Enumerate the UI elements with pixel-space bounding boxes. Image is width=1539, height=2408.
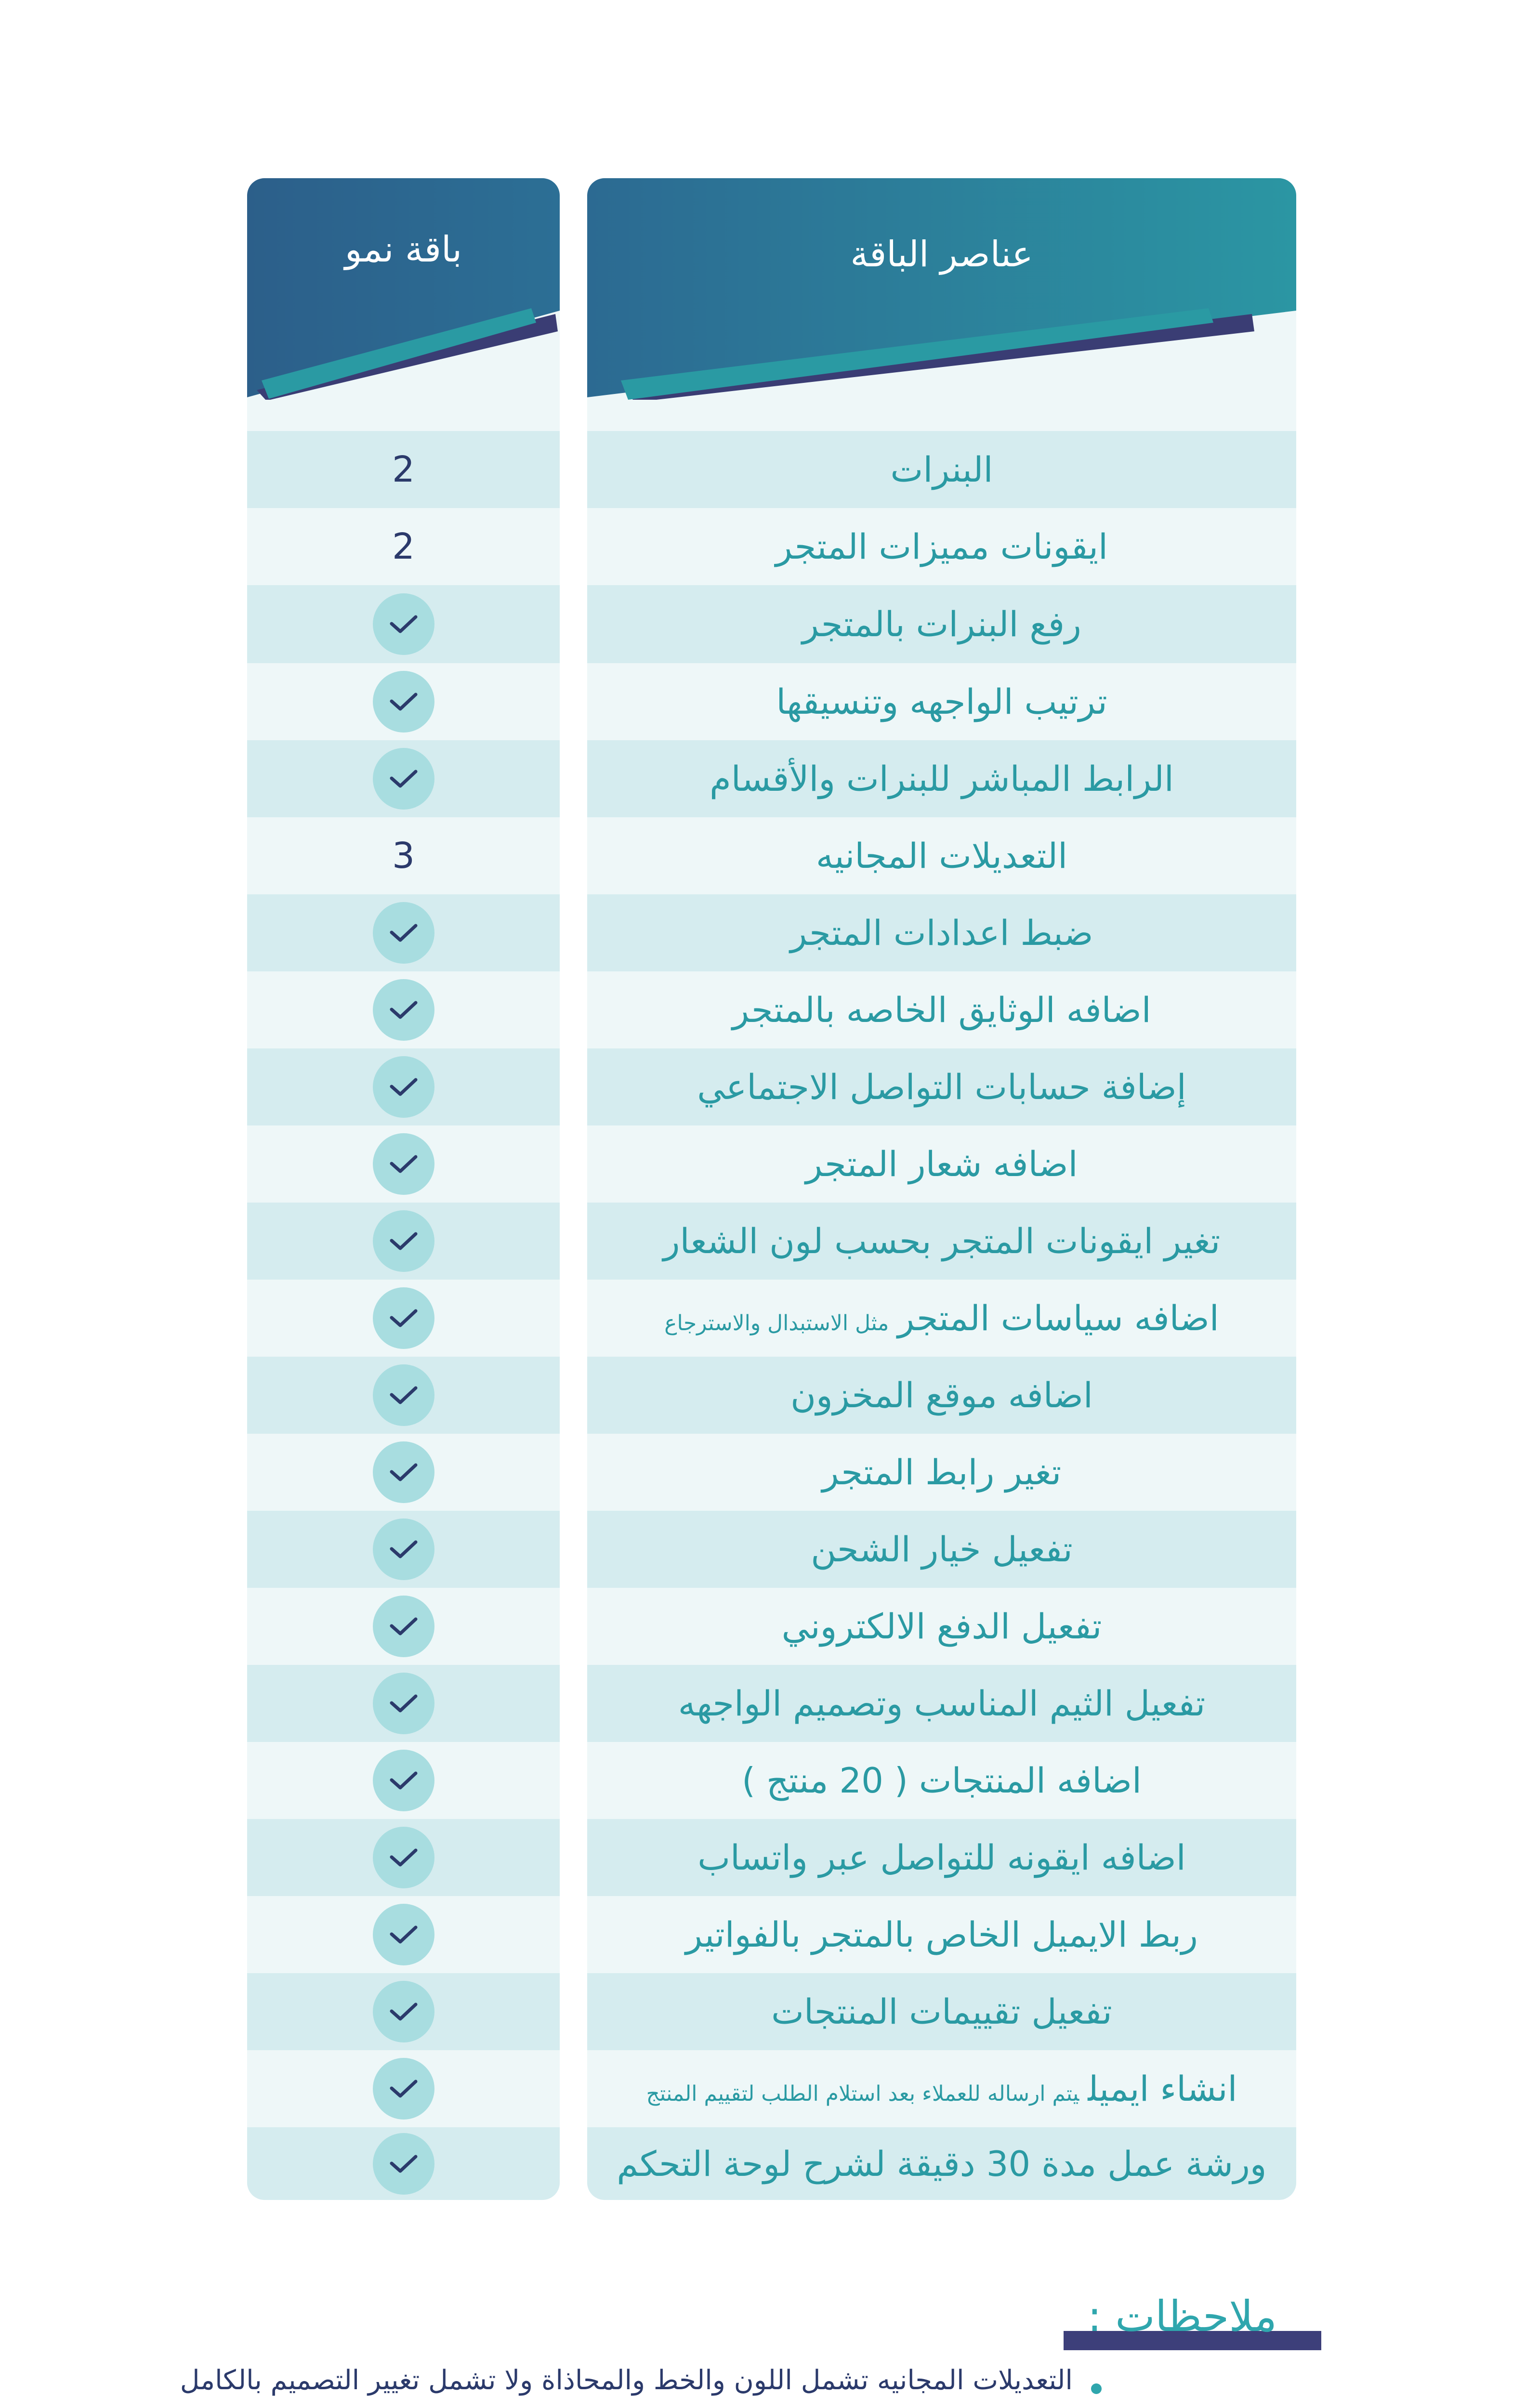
package-cell (247, 1357, 560, 1434)
feature-label (664, 1298, 1219, 1338)
feature-row (587, 1819, 1296, 1896)
feature-name: انشاء ايميل (1088, 2068, 1237, 2109)
feature-row (587, 1203, 1296, 1280)
check-icon (373, 1210, 434, 1272)
package-cell (247, 817, 560, 894)
check-icon (373, 2058, 434, 2120)
package-cell (247, 1434, 560, 1511)
check-icon (373, 593, 434, 655)
feature-label (802, 604, 1081, 644)
feature-name: إضافة حسابات التواصل الاجتماعي (697, 1067, 1186, 1107)
package-cell (247, 431, 560, 508)
check-icon (373, 1364, 434, 1426)
package-cell (247, 2050, 560, 2127)
package-cell (247, 971, 560, 1048)
feature-row (587, 971, 1296, 1048)
feature-label (663, 1221, 1221, 1261)
check-icon (373, 1673, 434, 1734)
notes-heading (1064, 2283, 1321, 2350)
feature-name: اضافه المنتجات ( 20 منتج ) (741, 1760, 1142, 1801)
check-icon (373, 979, 434, 1041)
package-cell (247, 1665, 560, 1742)
notes-title: ملاحظات : (1087, 2291, 1277, 2341)
note-bullet (1091, 2383, 1102, 2394)
package-nomo-column (247, 178, 560, 2200)
package-cell (247, 1280, 560, 1357)
feature-label (776, 681, 1107, 722)
feature-row (587, 740, 1296, 817)
feature-row (587, 663, 1296, 740)
package-cell (247, 1203, 560, 1280)
feature-name: اضافه الوثايق الخاصه بالمتجر (732, 990, 1151, 1030)
package-cell (247, 1973, 560, 2050)
feature-name: اضافه شعار المتجر (805, 1144, 1078, 1184)
feature-label (891, 449, 993, 490)
package-value: 3 (392, 835, 415, 877)
feature-name: البنرات (890, 449, 993, 490)
package-cell (247, 663, 560, 740)
package-elements-column (587, 178, 1296, 2200)
feature-row (587, 894, 1296, 971)
check-icon (373, 1596, 434, 1657)
package-header-banner (247, 178, 560, 400)
feature-label (782, 1606, 1102, 1647)
feature-name: التعديلات المجانيه (816, 836, 1068, 876)
feature-row (587, 1973, 1296, 2050)
feature-row (587, 1048, 1296, 1125)
elements-header-title: عناصر الباقة (850, 234, 1033, 275)
package-cell (247, 1742, 560, 1819)
package-cell (247, 1511, 560, 1588)
check-icon (373, 1287, 434, 1349)
feature-label (697, 1837, 1185, 1878)
check-icon (373, 1904, 434, 1965)
check-icon (373, 1827, 434, 1888)
feature-label (742, 1760, 1142, 1801)
feature-row (587, 1742, 1296, 1819)
package-header-title: باقة نمو (344, 229, 462, 270)
feature-row (587, 1357, 1296, 1434)
package-cell (247, 585, 560, 663)
check-icon (373, 748, 434, 810)
feature-label (811, 1529, 1073, 1570)
feature-label (685, 1914, 1198, 1955)
package-value: 2 (392, 449, 415, 490)
feature-label (732, 990, 1151, 1030)
feature-label (805, 1144, 1078, 1184)
feature-row (587, 431, 1296, 508)
package-cell (247, 1896, 560, 1973)
feature-name: اضافه سياسات المتجر (897, 1298, 1219, 1338)
feature-name: ربط الايميل الخاص بالمتجر بالفواتير (685, 1914, 1198, 1955)
feature-row (587, 2050, 1296, 2127)
check-icon (373, 1133, 434, 1195)
check-icon (373, 1981, 434, 2042)
feature-row (587, 1896, 1296, 1973)
check-icon (373, 2133, 434, 2195)
feature-row (587, 585, 1296, 663)
feature-row (587, 508, 1296, 585)
feature-row (587, 1434, 1296, 1511)
feature-name: تفعيل الثيم المناسب وتصميم الواجهه (678, 1683, 1206, 1724)
feature-row (587, 1280, 1296, 1357)
note-line-1: التعديلات المجانيه تشمل اللون والخط والمحاذاة ولا تشمل تغيير التصميم بالكامل (180, 2365, 1073, 2396)
feature-label (697, 1067, 1186, 1107)
feature-row (587, 1125, 1296, 1203)
feature-label (790, 913, 1093, 953)
feature-label (816, 836, 1067, 876)
feature-name: ضبط اعدادات المتجر (790, 913, 1093, 953)
feature-name: تفعيل الدفع الالكتروني (781, 1606, 1102, 1647)
feature-name: ايقونات مميزات المتجر (775, 526, 1108, 567)
package-cell (247, 1125, 560, 1203)
feature-label (776, 526, 1108, 567)
feature-name: تفعيل خيار الشحن (811, 1529, 1073, 1570)
feature-note: مثل الاستبدال والاسترجاع (664, 1311, 889, 1335)
feature-name: اضافه ايقونه للتواصل عبر واتساب (697, 1837, 1186, 1878)
feature-row (587, 1665, 1296, 1742)
feature-label (710, 759, 1174, 799)
check-icon (373, 1441, 434, 1503)
feature-note: يتم ارساله للعملاء بعد استلام الطلب لتقييم المنتج (646, 2081, 1079, 2106)
feature-row (587, 817, 1296, 894)
package-cell (247, 1048, 560, 1125)
package-cell (247, 1819, 560, 1896)
feature-label (822, 1452, 1062, 1492)
check-icon (373, 671, 434, 733)
feature-label (771, 1991, 1112, 2032)
package-cell (247, 508, 560, 585)
check-icon (373, 1056, 434, 1118)
feature-name: الرابط المباشر للبنرات والأقسام (710, 759, 1174, 799)
feature-row (587, 1588, 1296, 1665)
feature-name: تغير رابط المتجر (822, 1452, 1062, 1492)
package-value: 2 (392, 526, 415, 567)
feature-name: رفع البنرات بالمتجر (802, 604, 1081, 644)
check-icon (373, 1750, 434, 1811)
package-header (247, 178, 560, 400)
feature-name: تغير ايقونات المتجر بحسب لون الشعار (663, 1221, 1221, 1261)
feature-name: ورشة عمل مدة 30 دقيقة لشرح لوحة التحكم (617, 2143, 1267, 2184)
feature-name: ترتيب الواجهه وتنسيقها (776, 681, 1107, 722)
feature-label (790, 1375, 1093, 1415)
elements-header (587, 178, 1296, 400)
feature-row (587, 2127, 1296, 2200)
package-cell (247, 1588, 560, 1665)
feature-label (646, 2068, 1237, 2109)
elements-header-banner (587, 178, 1296, 400)
feature-label (617, 2144, 1266, 2184)
feature-label (678, 1683, 1206, 1724)
check-icon (373, 902, 434, 964)
check-icon (373, 1518, 434, 1580)
package-cell (247, 894, 560, 971)
package-cell (247, 2127, 560, 2200)
feature-name: تفعيل تقييمات المنتجات (771, 1991, 1112, 2032)
feature-name: اضافه موقع المخزون (790, 1375, 1093, 1415)
package-cell (247, 740, 560, 817)
feature-row (587, 1511, 1296, 1588)
